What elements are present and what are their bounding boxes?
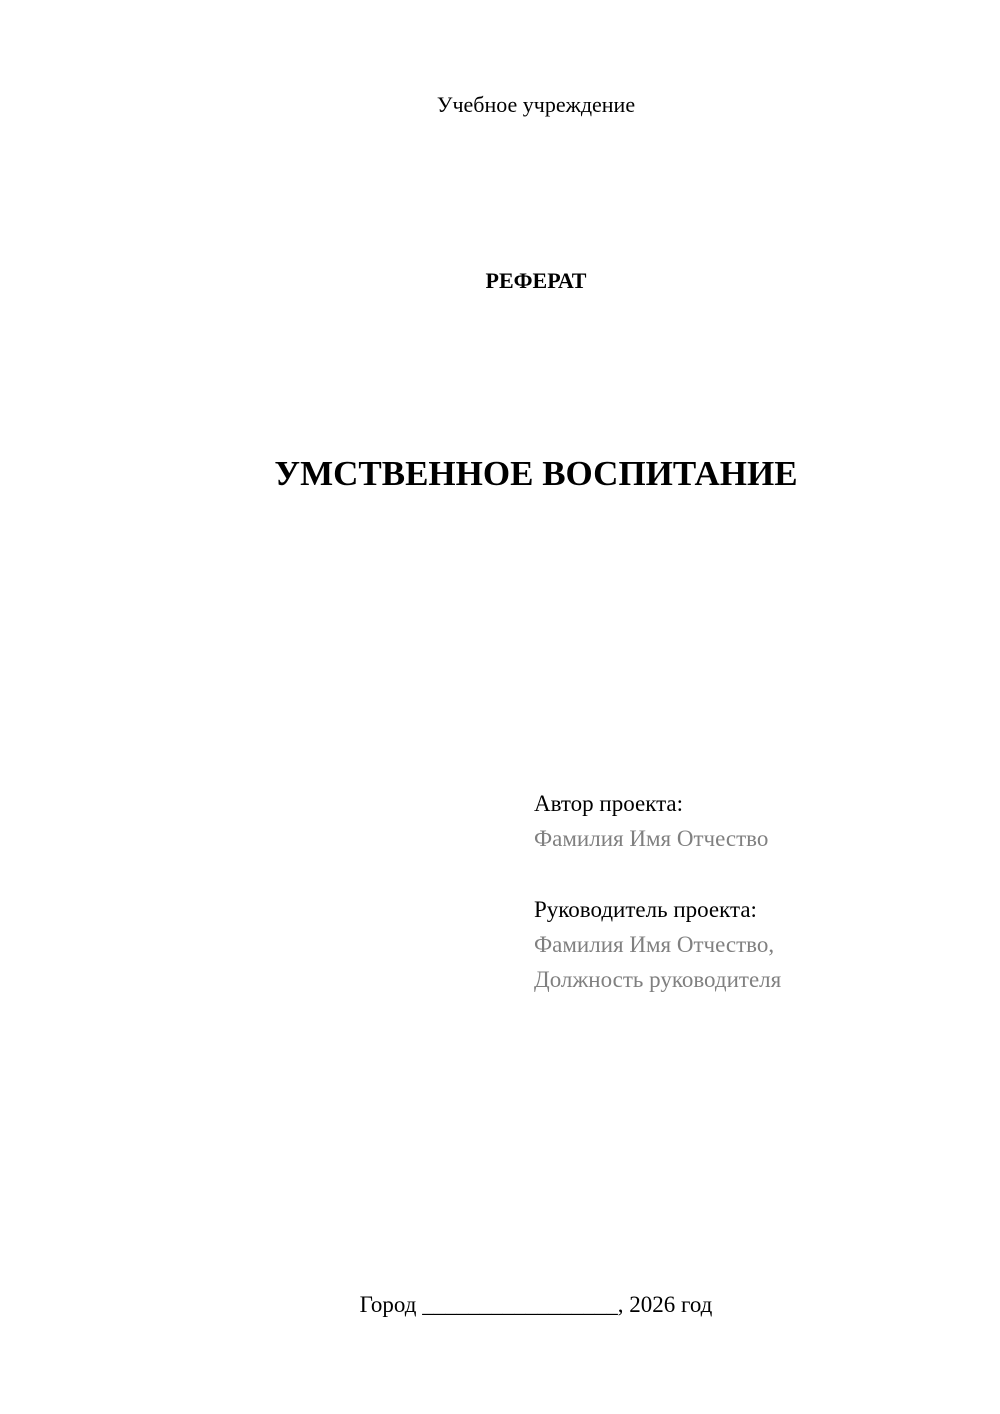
author-label: Автор проекта:	[534, 791, 683, 816]
city-year-line	[0, 1289, 1000, 1321]
city-label: Город	[359, 1292, 417, 1317]
author-block	[534, 786, 768, 856]
supervisor-block	[534, 892, 781, 997]
supervisor-label: Руководитель проекта:	[534, 897, 757, 922]
document-title: УМСТВЕННОЕ ВОСПИТАНИЕ	[274, 454, 798, 493]
institution-name: Учебное учреждение	[436, 92, 636, 117]
document-type: РЕФЕРАТ	[485, 268, 587, 293]
author-name-placeholder: Фамилия Имя Отчество	[534, 826, 769, 851]
supervisor-position-placeholder: Должность руководителя	[534, 967, 782, 992]
city-blank: _________________	[422, 1292, 618, 1317]
year-text: , 2026 год	[617, 1292, 713, 1317]
supervisor-name-placeholder: Фамилия Имя Отчество,	[534, 932, 775, 957]
